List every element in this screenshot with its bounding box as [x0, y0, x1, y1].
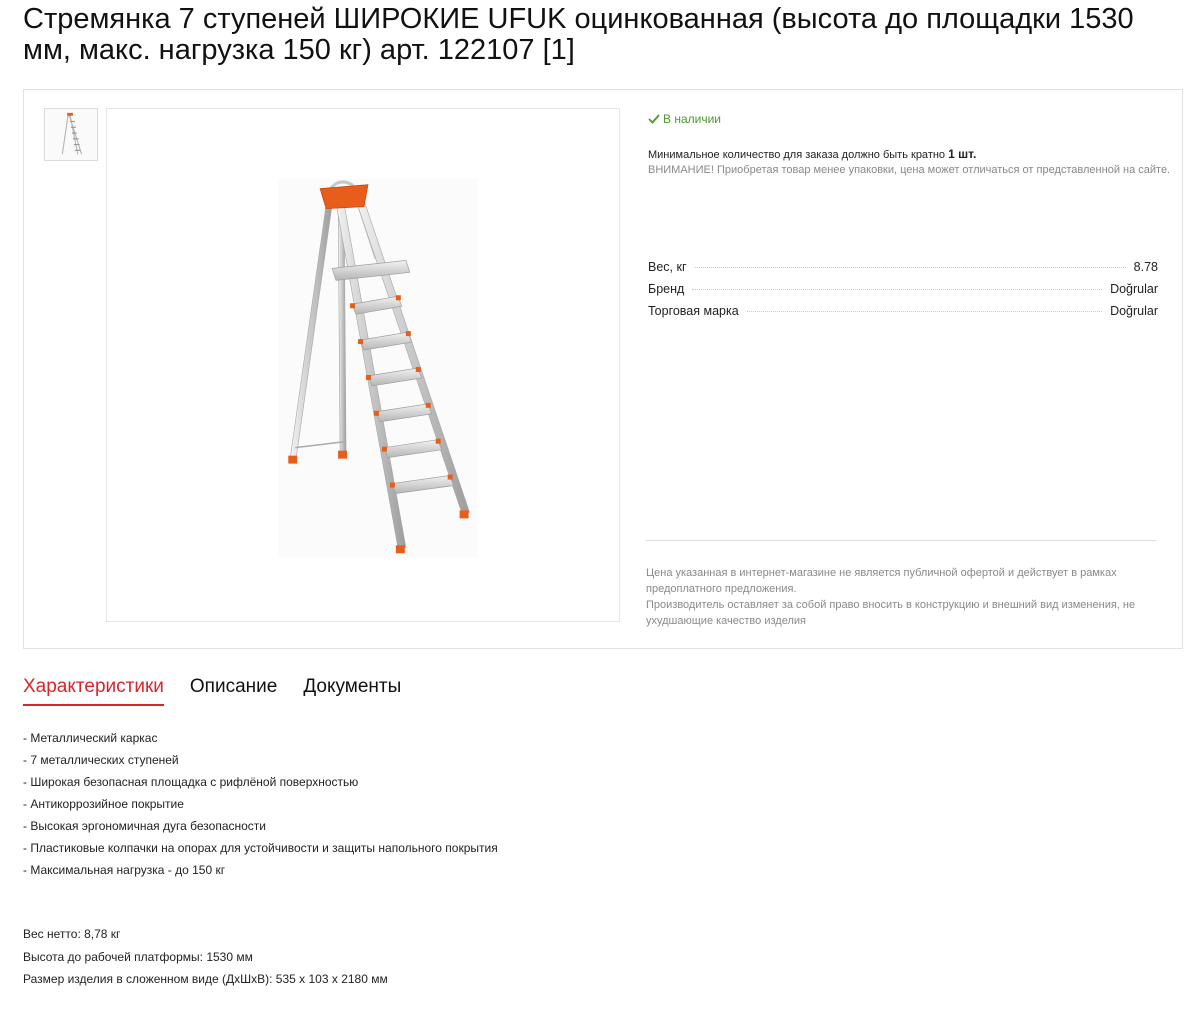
ladder-image — [107, 109, 619, 621]
list-item: - 7 металлических ступеней — [23, 753, 179, 767]
info-divider — [646, 540, 1156, 541]
spec-value: Doğrular — [1110, 304, 1158, 318]
tab-description[interactable]: Описание — [189, 676, 278, 697]
product-card — [23, 89, 1183, 649]
main-product-image[interactable] — [106, 108, 620, 622]
features-list — [23, 727, 498, 881]
gallery-thumbnail[interactable] — [44, 108, 98, 161]
stock-status — [648, 112, 721, 126]
list-item: - Антикоррозийное покрытие — [23, 797, 184, 811]
fact-platform-height: Высота до рабочей платформы: 1530 мм — [23, 949, 253, 964]
spec-label: Вес, кг — [648, 260, 687, 274]
disclaimer-manufacturer: Производитель оставляет за собой право вносить в конструкцию и внешний вид изменения, не ухудшающие качество изделия — [646, 599, 1136, 627]
spec-leader-dots — [692, 289, 1102, 290]
spec-row — [648, 304, 1158, 326]
spec-leader-dots — [695, 267, 1126, 268]
fact-folded-size: Размер изделия в сложенном виде (ДхШхВ): 535 x 103 x 2180 мм — [23, 972, 388, 986]
min-order-text: Минимальное количество для заказа должно быть кратно — [648, 149, 946, 161]
spec-row — [648, 260, 1158, 282]
spec-leader-dots — [747, 311, 1102, 312]
page-title: Стремянка 7 ступеней ШИРОКИЕ UFUK оцинкованная (высота до площадки 1530 мм, макс. нагрузка 150 кг) арт. 122107 [1] — [23, 3, 1134, 66]
spec-label: Торговая марка — [648, 304, 739, 318]
spec-label: Бренд — [648, 282, 685, 296]
check-icon — [648, 114, 660, 124]
list-item: - Металлический каркас — [23, 731, 158, 745]
tab-characteristics[interactable]: Характеристики — [23, 676, 164, 706]
specs-table — [648, 260, 1158, 326]
price-disclaimer — [646, 565, 1156, 629]
list-item: - Максимальная нагрузка - до 150 кг — [23, 863, 226, 877]
tab-documents[interactable]: Документы — [303, 676, 402, 697]
list-item: - Высокая эргономичная дуга безопасности — [23, 819, 266, 833]
list-item: - Широкая безопасная площадка с рифлёной поверхностью — [23, 775, 359, 789]
fact-net-weight: Вес нетто: 8,78 кг — [23, 927, 121, 941]
package-warning: ВНИМАНИЕ! Приобретая товар менее упаковки, цена может отличаться от представленной на сайте. — [648, 164, 1171, 176]
min-order-value: 1 шт. — [948, 147, 977, 161]
product-tabs — [23, 676, 401, 706]
product-facts — [23, 923, 388, 991]
spec-value: 8.78 — [1133, 260, 1158, 274]
disclaimer-offer: Цена указанная в интернет-магазине не является публичной офертой и действует в рамках предоплатного предложения. — [646, 567, 1117, 595]
ladder-thumbnail-image — [45, 109, 97, 160]
min-order-quantity — [648, 147, 976, 161]
spec-value: Doğrular — [1110, 282, 1158, 296]
list-item: - Пластиковые колпачки на опорах для устойчивости и защиты напольного покрытия — [23, 841, 498, 855]
stock-status-text: В наличии — [663, 112, 722, 126]
spec-row — [648, 282, 1158, 304]
